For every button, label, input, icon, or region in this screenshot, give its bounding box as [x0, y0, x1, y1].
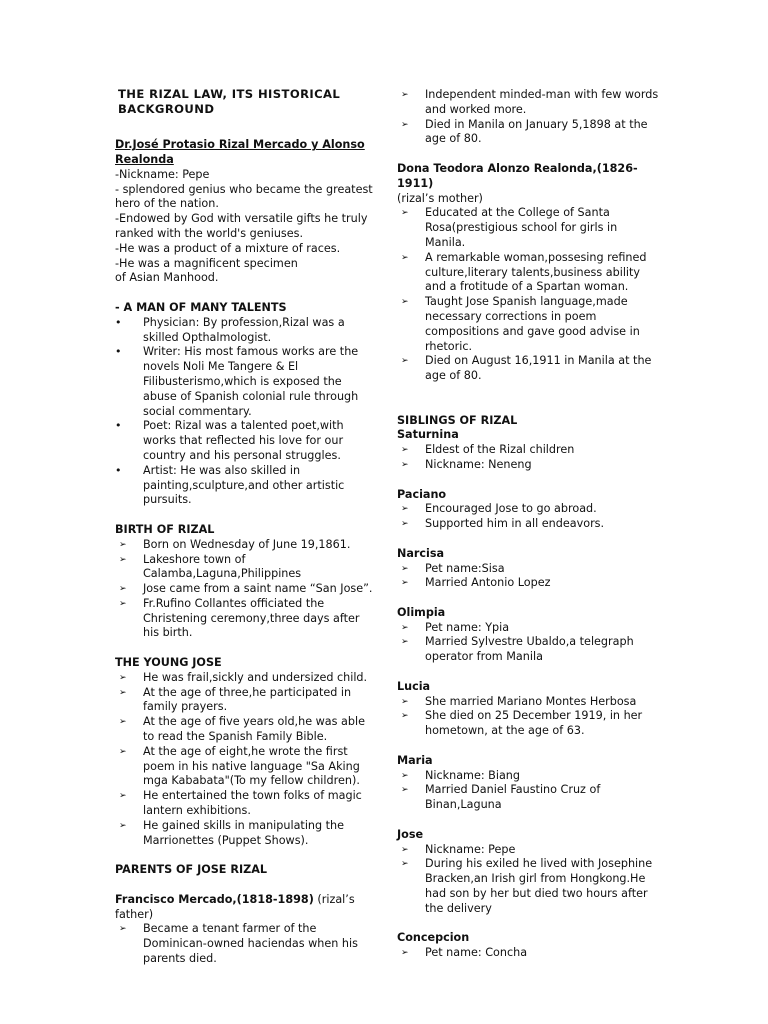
sibling-details-list	[397, 502, 659, 532]
parents-heading: PARENTS OF JOSE RIZAL	[115, 863, 268, 877]
bullet-arrow-icon: ➢	[401, 637, 409, 648]
bullet-arrow-icon: ➢	[119, 791, 127, 802]
list-item	[115, 715, 373, 745]
intro-line: -Endowed by God with versatile gifts he truly	[115, 212, 368, 226]
list-item	[115, 538, 373, 553]
list-item-text: He entertained the town folks of magic lantern exhibitions.	[143, 789, 362, 818]
list-item-text: Died on August 16,1911 in Manila at the age of 80.	[425, 354, 652, 383]
siblings-heading: SIBLINGS OF RIZAL	[397, 413, 518, 427]
bullet-arrow-icon: ➢	[401, 859, 409, 870]
list-item-text: Died in Manila on January 5,1898 at the age of 80.	[425, 117, 648, 146]
list-item	[115, 819, 373, 849]
list-item	[115, 464, 373, 508]
list-item-text: Nickname: Pepe	[425, 842, 516, 856]
sibling-name: Concepcion	[397, 931, 470, 945]
list-item	[397, 562, 659, 577]
list-item-text: Pet name:Sisa	[425, 561, 505, 575]
list-item-text: Married Sylvestre Ubaldo,a telegraph operator from Manila	[425, 635, 634, 664]
father-note: (rizal’s father)	[115, 892, 355, 921]
sibling-name: Saturnina	[397, 428, 459, 442]
bullet-arrow-icon: ➢	[119, 584, 127, 595]
list-item	[397, 635, 659, 665]
list-item-text: At the age of eight,he wrote the first poem in his native language "Sa Aking mga Kababata"(To my fellow children).	[143, 744, 360, 788]
bullet-arrow-icon: ➢	[119, 820, 127, 831]
list-item	[115, 582, 373, 597]
list-item	[397, 443, 659, 458]
list-item	[397, 576, 659, 591]
bullet-arrow-icon: ➢	[401, 770, 409, 781]
sibling-name: Olimpia	[397, 605, 446, 619]
list-item	[397, 946, 659, 961]
bullet-arrow-icon: ➢	[401, 785, 409, 796]
bullet-arrow-icon: ➢	[119, 717, 127, 728]
list-item-text: He was frail,sickly and undersized child.	[143, 670, 368, 684]
right-column	[397, 0, 659, 961]
list-item-text: Nickname: Biang	[425, 768, 520, 782]
bullet-arrow-icon: ➢	[401, 844, 409, 855]
bullet-arrow-icon: ➢	[119, 672, 127, 683]
birth-heading: BIRTH OF RIZAL	[115, 522, 215, 536]
bullet-arrow-icon: ➢	[401, 519, 409, 530]
mother-note: (rizal’s mother)	[397, 191, 483, 205]
sibling-name: Jose	[397, 827, 424, 841]
list-item-text: Poet: Rizal was a talented poet,with works that reflected his love for our country and his personal struggles.	[143, 419, 344, 462]
list-item-text: He gained skills in manipulating the Marrionettes (Puppet Shows).	[143, 818, 345, 847]
bullet-dot-icon: •	[115, 463, 122, 477]
father-line	[115, 893, 373, 923]
list-item	[115, 686, 373, 716]
young-jose-list	[115, 671, 373, 849]
sibling-details-list	[397, 621, 659, 665]
intro-line: -Nickname: Pepe	[115, 167, 210, 181]
left-column	[115, 0, 373, 967]
list-item-text: Nickname: Neneng	[425, 457, 532, 471]
bullet-arrow-icon: ➢	[401, 208, 409, 219]
list-item-text: Writer: His most famous works are the novels Noli Me Tangere & El Filibusterismo,which is exposed the abuse of Spanish colonial rule through social commentary.	[143, 345, 359, 418]
list-item	[397, 295, 659, 354]
list-item-text: Supported him in all endeavors.	[425, 517, 605, 531]
intro-line: ranked with the world's geniuses.	[115, 226, 304, 240]
list-item-text: Born on Wednesday of June 19,1861.	[143, 537, 351, 551]
sibling-details-list	[397, 843, 659, 917]
list-item	[397, 118, 659, 148]
list-item	[115, 745, 373, 789]
list-item	[115, 316, 373, 346]
sibling-details-list	[397, 443, 659, 473]
list-item	[397, 695, 659, 710]
list-item	[397, 517, 659, 532]
list-item-text: At the age of five years old,he was able to read the Spanish Family Bible.	[143, 715, 365, 744]
bullet-arrow-icon: ➢	[119, 598, 127, 609]
bullet-arrow-icon: ➢	[401, 622, 409, 633]
list-item	[397, 88, 659, 118]
list-item	[115, 345, 373, 419]
bullet-arrow-icon: ➢	[119, 554, 127, 565]
list-item	[397, 251, 659, 295]
title-line-1: THE RIZAL LAW, ITS HISTORICAL	[118, 87, 341, 101]
bullet-arrow-icon: ➢	[401, 696, 409, 707]
list-item-text: Encouraged Jose to go abroad.	[425, 502, 597, 516]
sibling-details-list	[397, 695, 659, 739]
list-item-text: Physician: By profession,Rizal was a skilled Opthalmologist.	[143, 315, 345, 344]
sibling-name: Paciano	[397, 487, 447, 501]
list-item-text: She married Mariano Montes Herbosa	[425, 694, 637, 708]
bullet-arrow-icon: ➢	[401, 948, 409, 959]
list-item	[397, 769, 659, 784]
bullet-arrow-icon: ➢	[401, 356, 409, 367]
title-line-2: BACKGROUND	[118, 101, 215, 116]
intro-line: -He was a product of a mixture of races.	[115, 241, 341, 255]
list-item	[115, 419, 373, 463]
list-item-text: Taught Jose Spanish language,made necessary corrections in poem compositions and gave good advise in rhetoric.	[425, 295, 640, 353]
bullet-arrow-icon: ➢	[401, 90, 409, 100]
document-title	[115, 87, 373, 116]
intro-lines	[115, 168, 373, 286]
list-item-text: Pet name: Concha	[425, 946, 528, 960]
list-item	[397, 621, 659, 636]
bullet-arrow-icon: ➢	[119, 746, 127, 757]
bullet-dot-icon: •	[115, 345, 122, 359]
father-name: Francisco Mercado,(1818-1898)	[115, 892, 314, 906]
bullet-arrow-icon: ➢	[119, 687, 127, 698]
talents-heading: - A MAN OF MANY TALENTS	[115, 300, 287, 314]
bullet-arrow-icon: ➢	[401, 578, 409, 589]
bullet-arrow-icon: ➢	[401, 445, 409, 456]
intro-line: - splendored genius who became the greatest	[115, 182, 373, 196]
intro-line: -He was a magnificent specimen	[115, 256, 298, 270]
list-item	[115, 922, 373, 966]
list-item-text: Educated at the College of Santa Rosa(prestigious school for girls in Manila.	[425, 206, 618, 249]
sibling-details-list	[397, 769, 659, 813]
list-item-text: During his exiled he lived with Josephine Bracken,an Irish girl from Hongkong.He had son by her but died two hours after the delivery	[425, 857, 653, 915]
talents-list	[115, 316, 373, 508]
bullet-arrow-icon: ➢	[119, 924, 127, 935]
list-item-text: Independent minded-man with few words and worked more.	[425, 88, 659, 116]
list-item-text: Lakeshore town of Calamba,Laguna,Philippines	[143, 552, 302, 581]
list-item	[115, 789, 373, 819]
bullet-dot-icon: •	[115, 419, 122, 433]
mother-list	[397, 206, 659, 384]
list-item	[397, 709, 659, 739]
sibling-name: Lucia	[397, 679, 431, 693]
list-item-text: Married Daniel Faustino Cruz of Binan,Laguna	[425, 783, 601, 812]
intro-line: hero of the nation.	[115, 197, 219, 211]
birth-list	[115, 538, 373, 642]
list-item	[397, 354, 659, 384]
list-item-text: A remarkable woman,possesing refined culture,literary talents,business ability and a frotitude of a Spartan woman.	[425, 250, 647, 294]
father-list	[115, 922, 373, 966]
list-item	[115, 671, 373, 686]
bullet-arrow-icon: ➢	[401, 252, 409, 263]
list-item-text: Eldest of the Rizal children	[425, 443, 575, 457]
bullet-arrow-icon: ➢	[401, 297, 409, 308]
full-name-line-2: Realonda	[115, 152, 174, 166]
list-item	[397, 857, 659, 916]
list-item	[397, 843, 659, 858]
list-item-text: Became a tenant farmer of the Dominican-owned haciendas when his parents died.	[143, 922, 358, 966]
list-item	[397, 206, 659, 250]
sibling-name: Maria	[397, 753, 433, 767]
list-item	[397, 458, 659, 473]
list-item	[397, 502, 659, 517]
list-item	[115, 553, 373, 583]
mother-name: Dona Teodora Alonzo Realonda,(1826-1911)	[397, 161, 638, 190]
list-item-text: At the age of three,he participated in family prayers.	[143, 685, 352, 714]
list-item-text: She died on 25 December 1919, in her hometown, at the age of 63.	[425, 709, 643, 738]
list-item-text: Jose came from a saint name “San Jose”.	[143, 582, 373, 596]
father-more-list	[397, 88, 659, 147]
bullet-dot-icon: •	[115, 315, 122, 329]
sibling-details-list	[397, 562, 659, 592]
list-item-text: Pet name: Ypia	[425, 620, 510, 634]
full-name-line-1: Dr.José Protasio Rizal Mercado y Alonso	[115, 138, 365, 152]
bullet-arrow-icon: ➢	[401, 711, 409, 722]
siblings-section	[397, 428, 659, 961]
bullet-arrow-icon: ➢	[401, 563, 409, 574]
bullet-arrow-icon: ➢	[119, 539, 127, 550]
list-item	[115, 597, 373, 641]
sibling-name: Narcisa	[397, 546, 445, 560]
list-item-text: Fr.Rufino Collantes officiated the Christening ceremony,three days after his birth.	[143, 596, 360, 640]
intro-line: of Asian Manhood.	[115, 271, 219, 285]
sibling-details-list	[397, 946, 659, 961]
list-item	[397, 783, 659, 813]
list-item-text: Artist: He was also skilled in painting,sculpture,and other artistic pursuits.	[143, 463, 345, 507]
young-jose-heading: THE YOUNG JOSE	[115, 656, 222, 670]
bullet-arrow-icon: ➢	[401, 459, 409, 470]
bullet-arrow-icon: ➢	[401, 504, 409, 515]
bullet-arrow-icon: ➢	[401, 119, 409, 130]
list-item-text: Married Antonio Lopez	[425, 576, 551, 590]
